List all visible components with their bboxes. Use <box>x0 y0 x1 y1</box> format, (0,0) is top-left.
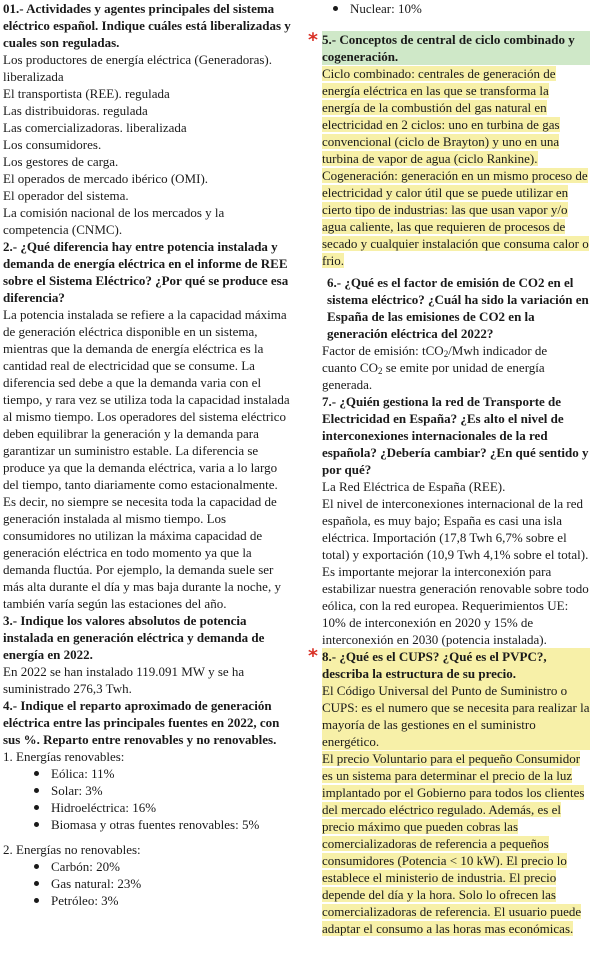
list-item: Hidroeléctrica: 16% <box>3 799 293 816</box>
nonrenewables-list <box>3 858 293 909</box>
combined-cycle-body: : centrales de generación de energía eléctrica en las que se transforma la energía de la combustión del gas natural en electricidad en 2 ciclos: uno en turbina de gas convencional (ciclo de Brayton) y uno en una turbina de vapor de agua (ciclo Rankine). <box>322 66 560 166</box>
q4-title: 4.- Indique el reparto aproximado de generación eléctrica entre las principales fuentes en 2022, con sus %. Reparto entre renovables y no renovables. <box>3 698 280 747</box>
q3-title: 3.- Indique los valores absolutos de potencia instalada en generación eléctrica y demanda de energía en 2022. <box>3 613 265 662</box>
q1-line: El transportista (REE). regulada <box>3 86 170 101</box>
q5-title: 5.- Conceptos de central de ciclo combinado y cogeneración. <box>322 31 590 65</box>
right-column <box>308 0 590 937</box>
q7-p2: El nivel de interconexiones internacional de la red española, es muy bajo; España es casi una isla eléctrica. Importación (17,8 Twh 6,7% sobre el total) y exportación (10,9 Twh 4,1% sobre el total). <box>322 496 589 562</box>
q2-title: 2.- ¿Qué diferencia hay entre potencia instalada y demanda de energía eléctrica en el informe de REE sobre el Sistema Eléctrico? ¿Por qué se produce esa diferencia? <box>3 239 289 305</box>
renewables-list <box>3 765 293 833</box>
q1-line: Los consumidores. <box>3 137 102 152</box>
q8-p2 <box>322 750 590 937</box>
combined-cycle-label: Ciclo combinado <box>322 66 412 81</box>
emission-factor-text: Factor de emisión: tCO <box>322 343 444 358</box>
nonrenewables-list-continued <box>302 0 590 17</box>
list-item: Biomasa y otras fuentes renovables: 5% <box>3 816 293 833</box>
q6-body <box>322 342 590 393</box>
q1-line: Los gestores de carga. <box>3 154 119 169</box>
q8-p2-text: El precio Voluntario para el pequeño Consumidor es un sistema para determinar el precio de la luz implantado por el Gobierno para todos los clientes del mercado eléctrico regulado. Además, es el precio máximo que pueden cobras las comercializadoras de referencia a pequeños consumidores (Potencia < 10 kW). El precio lo establece el ministerio de industria. El precio depende del día y la hora. Solo lo ofrecen las comercializadoras de referencia. El usuario puede adaptar el consumo a las horas mas económicas. <box>322 751 585 936</box>
q7-title: 7.- ¿Quién gestiona la red de Transporte de Electricidad en España? ¿Es alto el nivel de interconexiones internacionales de la red española? ¿Debería cambiar? ¿En qué sentido y por qué? <box>322 394 589 477</box>
q7-p3: Es importante mejorar la interconexión para estabilizar nuestra generación renovable sobre todo eólica, con la red europea. Requerimientos UE: 10% de interconexión en 2020 y 15% de interconexión en 2030 (potencia instalada). <box>322 564 589 647</box>
q1-line: El operados de mercado ibérico (OMI). <box>3 171 209 186</box>
q6-title: 6.- ¿Qué es el factor de emisión de CO2 en el sistema eléctrico? ¿Cuál ha sido la variación en España de las emisiones de CO2 en la generación eléctrica del 2022? <box>327 275 589 341</box>
cogeneration-body: : generación en un mismo proceso de electricidad y calor útil que se puede utilizar en cierto tipo de industrias: las que usan vapor y/o agua caliente, las que requieren de procesos de secado y cualquier instalación que consuma calor o frio. <box>322 168 589 268</box>
q1-line: Las comercializadoras. liberalizada <box>3 120 187 135</box>
subscript: 2 <box>443 349 449 359</box>
subscript: 2 <box>377 366 383 376</box>
q3-body: En 2022 se han instalado 119.091 MW y se ha suministrado 276,3 Twh. <box>3 664 245 696</box>
list-item: Carbón: 20% <box>3 858 293 875</box>
co2-text-last: generada. <box>322 377 373 392</box>
q5-combined-cycle <box>322 65 590 167</box>
q5-star-icon: * <box>308 29 318 51</box>
list-item: Petróleo: 3% <box>3 892 293 909</box>
cogeneration-label: Cogeneración <box>322 168 395 183</box>
list-item: Nuclear: 10% <box>302 0 590 17</box>
q1-list <box>3 51 293 238</box>
q1-line: El operador del sistema. <box>3 188 129 203</box>
co2-text: cuanto CO <box>322 360 378 375</box>
q1-line: Los productores de energía eléctrica (Generadoras). liberalizada <box>3 52 273 84</box>
co2-text-end: se emite por unidad de energía <box>382 360 545 375</box>
q5-cogeneration <box>322 167 590 269</box>
emission-factor-text-end: /Mwh indicador de <box>448 343 548 358</box>
q8-star-icon: * <box>308 645 318 667</box>
list-item: Eólica: 11% <box>3 765 293 782</box>
list-item: Solar: 3% <box>3 782 293 799</box>
list-item: Gas natural: 23% <box>3 875 293 892</box>
nonrenewables-heading: 2. Energías no renovables: <box>3 842 141 857</box>
renewables-heading: 1. Energías renovables: <box>3 749 125 764</box>
left-column <box>3 0 293 909</box>
q7-p1: La Red Eléctrica de España (REE). <box>322 479 506 494</box>
q2-body: La potencia instalada se refiere a la capacidad máxima de generación eléctrica disponible en un sistema, mientras que la demanda de energía eléctrica es la cantidad real de electricidad que se consume. La diferencia sed debe a que la demanda varia con el tiempo, y rara vez se utiliza toda la capacidad instalada al mismo tiempo. Los operadores del sistema eléctrico deben equilibrar la generación y la demanda para garantizar un suministro estable. La diferencia se produce ya que la demanda eléctrica, varia a lo largo del tiempo, tanto diariamente como estacionalmente. Es decir, no siempre se necesita toda la capacidad de generación instalada al mismo tiempo. Los consumidores no utilizan la máxima capacidad de generación eléctrica en todo momento ya que la demanda fluctúa. Por ejemplo, la demanda suele ser más alta durante el día y mas baja durante la noche, y también varía según las estaciones del año. <box>3 307 290 611</box>
q8-p1: El Código Universal del Punto de Suministro o CUPS: es el numero que se necesita para realizar la mayoría de las gestiones en el suministro energético. <box>322 683 590 749</box>
q8-section <box>308 645 590 937</box>
q1-line: Las distribuidoras. regulada <box>3 103 148 118</box>
q1-line: La comisión nacional de los mercados y la competencia (CNMC). <box>3 205 225 237</box>
q1-title: 01.- Actividades y agentes principales del sistema eléctrico español. Indique cuáles está liberalizadas y cuales son reguladas. <box>3 1 291 50</box>
q8-title: 8.- ¿Qué es el CUPS? ¿Qué es el PVPC?, describa la estructura de su precio. <box>322 648 590 682</box>
